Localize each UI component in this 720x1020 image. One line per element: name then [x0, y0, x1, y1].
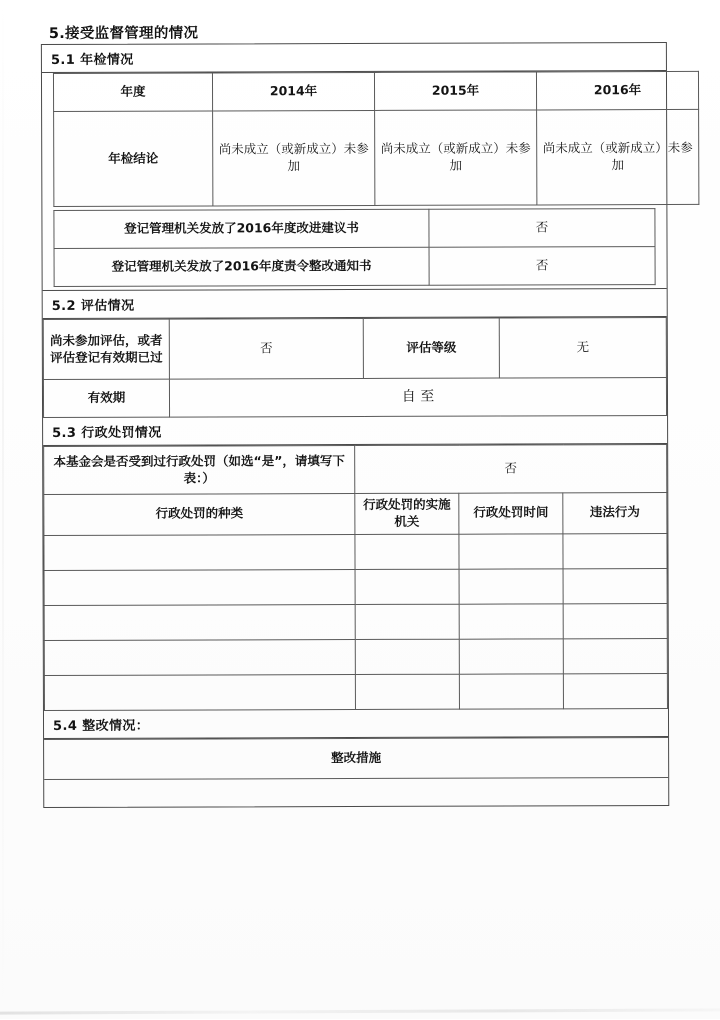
- improvement-notice-value: 否: [429, 209, 655, 248]
- measures-textarea[interactable]: [44, 778, 668, 900]
- rectification-measures-header-table: [44, 737, 668, 780]
- penalty-cell-date[interactable]: [459, 534, 563, 569]
- penalty-column-date: 行政处罚时间: [459, 493, 563, 534]
- conclusion-label-cell: 年检结论: [54, 111, 213, 206]
- penalty-cell-authority[interactable]: [355, 674, 459, 709]
- penalty-cell-violation[interactable]: [563, 568, 667, 603]
- year-label-cell: 年度: [53, 73, 212, 111]
- year-cell-2014: 2014年: [212, 72, 374, 111]
- annual-inspection-table-wrap: [42, 71, 693, 207]
- improvement-notice-label: 登记管理机关发放了2016年度改进建议书: [54, 209, 429, 248]
- rectification-notice-value: 否: [429, 247, 655, 286]
- penalty-cell-authority[interactable]: [355, 604, 459, 639]
- penalty-cell-violation[interactable]: [563, 638, 667, 673]
- year-cell-2016: 2016年: [536, 71, 698, 110]
- table-row-year-header: [53, 71, 698, 111]
- penalty-cell-violation[interactable]: [563, 533, 667, 568]
- section-heading-5-4: 5.4 整改情况：: [44, 709, 668, 739]
- evaluation-status-label: 尚未参加评估，或者评估登记有效期已过: [43, 319, 169, 379]
- table-row-penalty-header: [44, 493, 667, 536]
- section-heading-5-1: 5.1 年检情况: [42, 43, 666, 73]
- penalty-cell-authority[interactable]: [355, 639, 459, 674]
- measures-label: 整改措施: [44, 737, 668, 779]
- penalty-cell-date[interactable]: [459, 639, 563, 674]
- table-row: [44, 533, 667, 570]
- conclusion-cell-2015: 尚未成立（或新成立）未参加: [375, 110, 537, 206]
- table-row: [44, 673, 667, 710]
- penalty-cell-authority[interactable]: [355, 534, 459, 569]
- table-row: [44, 603, 667, 640]
- year-cell-2015: 2015年: [374, 72, 536, 111]
- notices-table-wrap: [42, 208, 666, 287]
- penalty-cell-violation[interactable]: [563, 603, 667, 638]
- penalty-cell-authority[interactable]: [355, 569, 459, 604]
- penalty-question-label: 本基金会是否受到过行政处罚（如选“是”，请填写下表：）: [44, 446, 355, 495]
- evaluation-table: [43, 317, 667, 418]
- penalty-answer-value: 否: [355, 445, 667, 494]
- penalty-table: [43, 444, 668, 711]
- penalty-column-violation: 违法行为: [563, 493, 667, 534]
- penalty-cell-type[interactable]: [44, 639, 355, 675]
- section-heading-5-3: 5.3 行政处罚情况: [43, 416, 667, 446]
- penalty-cell-type[interactable]: [44, 569, 355, 605]
- penalty-cell-date[interactable]: [459, 604, 563, 639]
- table-row-improvement-notice: [54, 209, 655, 249]
- table-row-conclusion: [54, 109, 699, 206]
- annual-inspection-table: [53, 71, 699, 207]
- penalty-column-authority: 行政处罚的实施机关: [355, 493, 459, 534]
- penalty-column-type: 行政处罚的种类: [44, 494, 355, 536]
- table-row-rectification-notice: [54, 247, 655, 287]
- table-row-penalty-question: [44, 445, 667, 495]
- form-frame: [41, 42, 693, 808]
- penalty-cell-type[interactable]: [44, 534, 355, 570]
- penalty-cell-violation[interactable]: [563, 673, 667, 708]
- evaluation-grade-label: 评估等级: [363, 318, 499, 378]
- scan-speck: [504, 516, 507, 520]
- penalty-cell-type[interactable]: [44, 674, 355, 710]
- page-title: 5.接受监督管理的情况: [48, 25, 199, 42]
- penalty-cell-date[interactable]: [459, 674, 563, 709]
- penalty-cell-date[interactable]: [459, 569, 563, 604]
- rectification-notice-label: 登记管理机关发放了2016年度责令整改通知书: [54, 247, 429, 286]
- evaluation-status-value: 否: [169, 318, 363, 379]
- table-row-evaluation-status: [43, 318, 666, 380]
- table-row-validity: [43, 378, 666, 418]
- table-row: [44, 638, 667, 675]
- validity-label: 有效期: [43, 379, 169, 417]
- validity-value: 自 至: [169, 378, 666, 418]
- penalty-cell-type[interactable]: [44, 604, 355, 640]
- evaluation-grade-value: 无: [499, 318, 666, 379]
- table-row: [44, 568, 667, 605]
- table-row-measures-header: [44, 737, 668, 779]
- section-heading-5-2: 5.2 评估情况: [43, 288, 667, 319]
- conclusion-cell-2014: 尚未成立（或新成立）未参加: [213, 110, 375, 206]
- notices-table: [53, 208, 655, 287]
- conclusion-cell-2016: 尚未成立（或新成立）未参加: [537, 109, 699, 205]
